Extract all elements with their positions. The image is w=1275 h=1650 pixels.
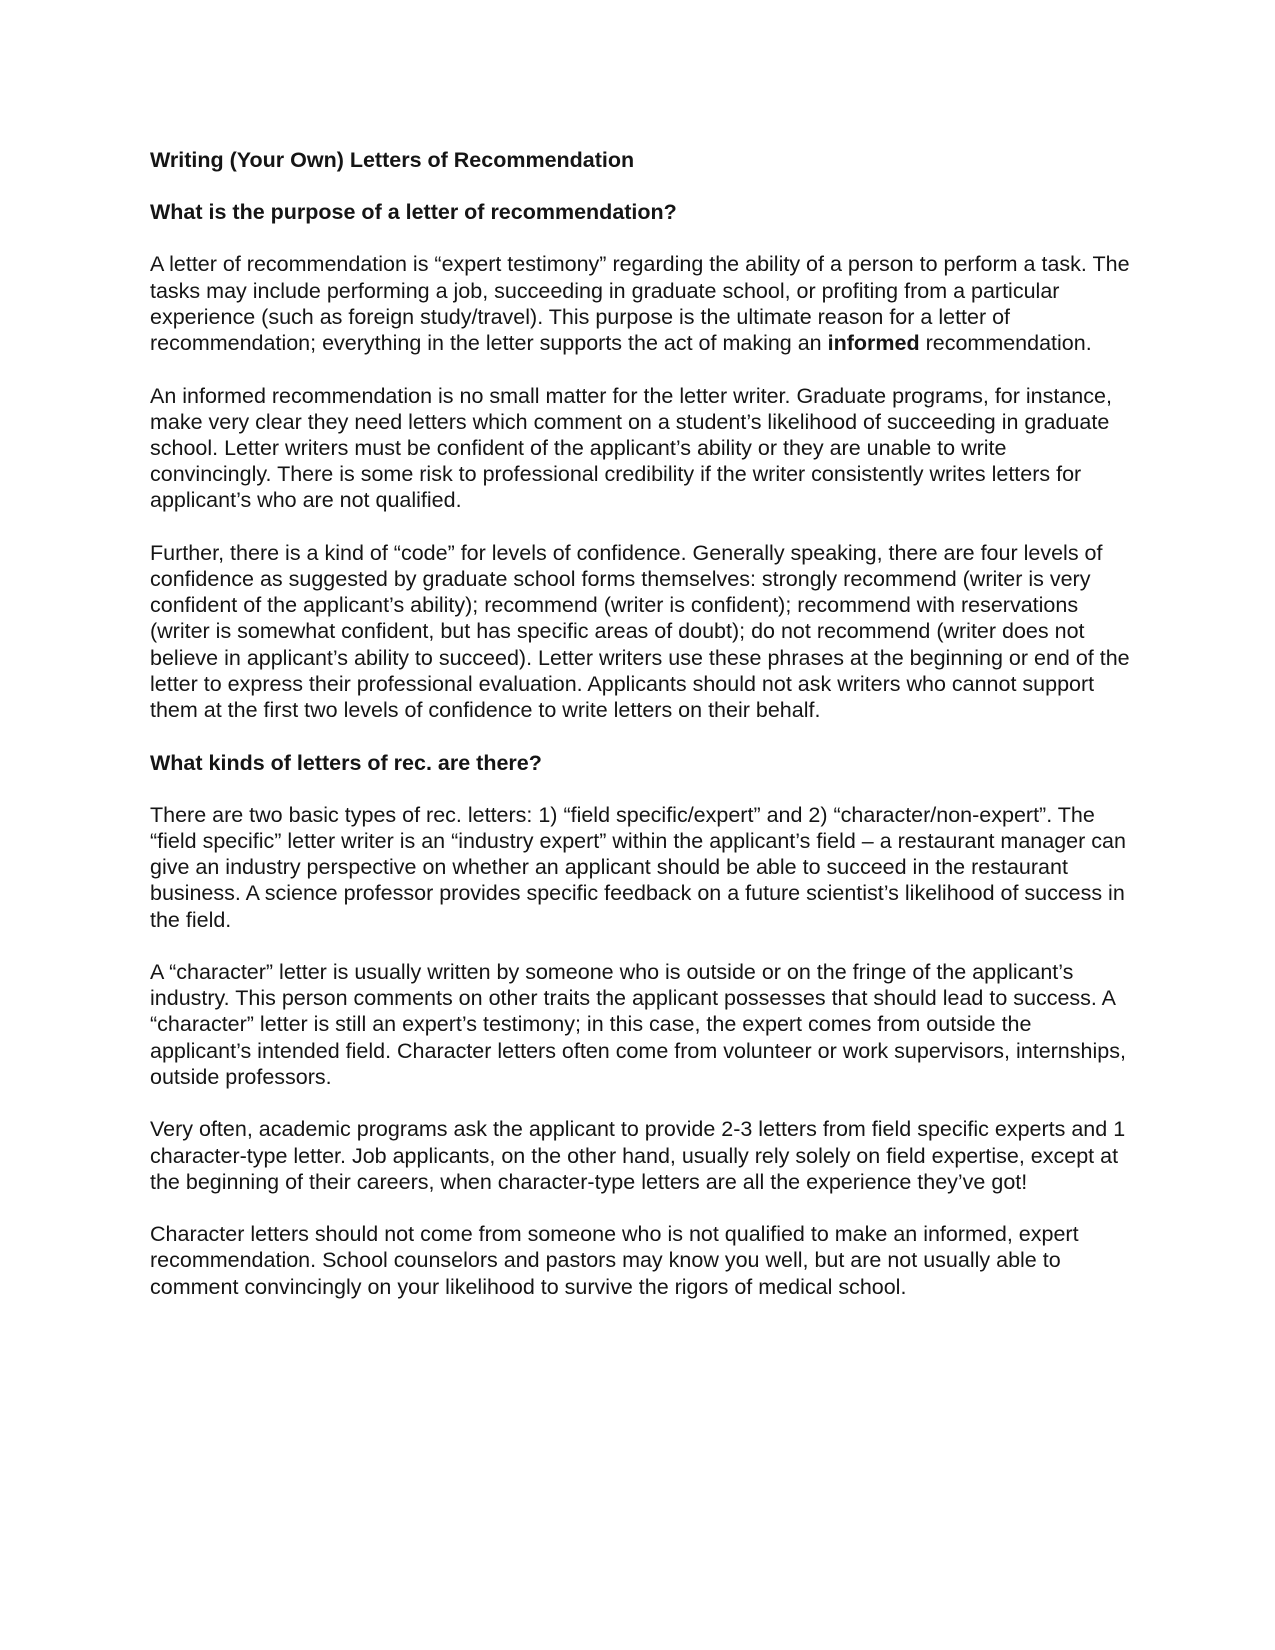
paragraph-two-types: There are two basic types of rec. letters: 1) “field specific/expert” and 2) “character/non-expert”. The “field specific” letter writer is an “industry expert” within the applicant’s field – a restaurant manager can give an industry perspective on whether an applicant should be able to succeed in the restaurant business. A science professor provides specific feedback on a future scientist’s likelihood of success in the field. bbox=[150, 802, 1126, 932]
paragraph-character-qualified: Character letters should not come from someone who is not qualified to make an informed, expert recommendation. School counselors and pastors may know you well, but are not usually able to comment convincingly on your likelihood to survive the rigors of medical school. bbox=[150, 1222, 1079, 1299]
section-heading-kinds: What kinds of letters of rec. are there? bbox=[150, 750, 542, 775]
document-title: Writing (Your Own) Letters of Recommendation bbox=[150, 148, 635, 172]
paragraph-text: A letter of recommendation is “expert testimony” regarding the ability of a person to perform a task. The tasks may include performing a job, succeeding in graduate school, or profiting from a particular experience (such as foreign study/travel). This purpose is the ultimate reason for a letter of recommendation; everything in the letter supports the act of making an bbox=[150, 252, 1130, 356]
paragraph-text: recommendation. bbox=[919, 331, 1092, 356]
emphasis-informed: informed bbox=[827, 331, 920, 356]
section-kinds bbox=[150, 750, 1130, 1300]
paragraph-confidence-code: Further, there is a kind of “code” for levels of confidence. Generally speaking, there are four levels of confidence as suggested by graduate school forms themselves: strongly recommend (writer is very confident of the applicant’s ability); recommend (writer is confident); recommend with reservations (writer is somewhat confident, but has specific areas of doubt); do not recommend (writer does not believe in applicant’s ability to succeed). Letter writers use these phrases at the beginning or end of the letter to express their professional evaluation. Applicants should not ask writers who cannot support them at the first two levels of confidence to write letters on their behalf. bbox=[150, 540, 1130, 723]
paragraph-character-letter: A “character” letter is usually written by someone who is outside or on the fringe of the applicant’s industry. This person comments on other traits the applicant possesses that should lead to success. A “character” letter is still an expert’s testimony; in this case, the expert comes from outside the applicant’s intended field. Character letters often come from volunteer or work supervisors, internships, outside professors. bbox=[150, 960, 1126, 1089]
paragraph-informed-recommendation: An informed recommendation is no small matter for the letter writer. Graduate programs, for instance, make very clear they need letters which comment on a student’s likelihood of succeeding in graduate school. Letter writers must be confident of the applicant’s ability or they are unable to write convincingly. There is some risk to professional credibility if the writer consistently writes letters for applicant’s who are not qualified. bbox=[150, 383, 1112, 513]
section-heading-purpose: What is the purpose of a letter of recommendation? bbox=[150, 200, 677, 225]
paragraph-academic-programs: Very often, academic programs ask the applicant to provide 2-3 letters from field specific experts and 1 character-type letter. Job applicants, on the other hand, usually rely solely on field expertise, except at the beginning of their careers, when character-type letters are all the experience they’ve got! bbox=[150, 1117, 1126, 1194]
section-purpose bbox=[150, 199, 1130, 723]
document-body bbox=[150, 147, 1130, 1326]
paragraph-purpose-definition bbox=[150, 251, 1130, 356]
